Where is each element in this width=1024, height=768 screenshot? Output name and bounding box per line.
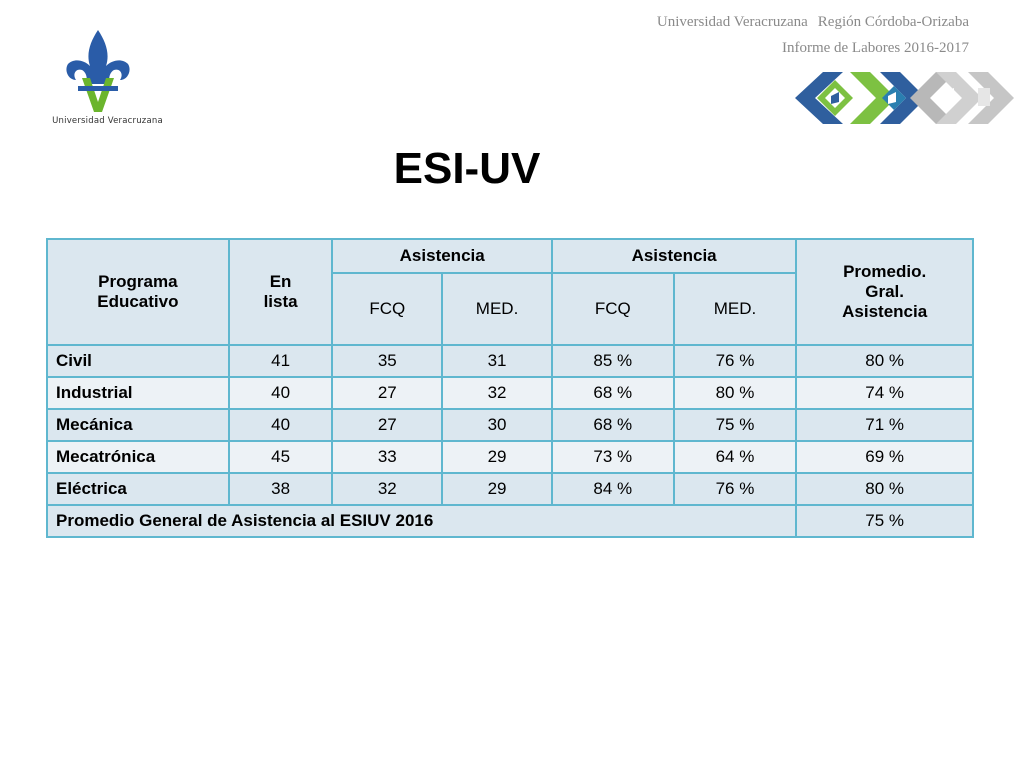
cell-pct-med: 80 % <box>674 377 797 409</box>
table-row <box>47 473 973 505</box>
header-promedio: Promedio. Gral. Asistencia <box>796 239 973 345</box>
cell-promedio: 80 % <box>796 345 973 377</box>
logo-text: Universidad Veracruzana <box>52 116 163 126</box>
cell-pct-med: 76 % <box>674 473 797 505</box>
cell-programa: Eléctrica <box>47 473 229 505</box>
cell-programa: Civil <box>47 345 229 377</box>
header-institution <box>657 14 969 31</box>
header-en-lista: En lista <box>229 239 333 345</box>
cell-pct-fcq: 73 % <box>552 441 674 473</box>
attendance-table <box>46 238 974 538</box>
subheader-med: MED. <box>674 273 797 345</box>
cell-promedio: 80 % <box>796 473 973 505</box>
cell-pct-fcq: 84 % <box>552 473 674 505</box>
header-programa: Programa Educativo <box>47 239 229 345</box>
table-row <box>47 441 973 473</box>
header-university: Universidad Veracruzana <box>656 14 808 30</box>
fleur-de-lis-logo-icon <box>64 28 132 118</box>
cell-programa: Mecatrónica <box>47 441 229 473</box>
cell-en-lista: 40 <box>229 377 333 409</box>
page-title: ESI-UV <box>393 144 541 193</box>
cell-asis-fcq: 33 <box>332 441 442 473</box>
cell-asis-fcq: 32 <box>332 473 442 505</box>
cell-asis-fcq: 35 <box>332 345 442 377</box>
cell-asis-fcq: 27 <box>332 377 442 409</box>
cell-en-lista: 41 <box>229 345 333 377</box>
cell-asis-med: 29 <box>442 441 552 473</box>
cell-promedio: 69 % <box>796 441 973 473</box>
cell-asis-fcq: 27 <box>332 409 442 441</box>
cell-asis-med: 30 <box>442 409 552 441</box>
cell-pct-med: 64 % <box>674 441 797 473</box>
cell-pct-fcq: 85 % <box>552 345 674 377</box>
table-total-row <box>47 505 973 537</box>
cell-pct-med: 75 % <box>674 409 797 441</box>
header-region: Región Córdoba-Orizaba <box>817 14 969 30</box>
total-value: 75 % <box>796 505 973 537</box>
table-row <box>47 345 973 377</box>
header-asistencia-pct: Asistencia <box>552 239 796 273</box>
header-asistencia-count: Asistencia <box>332 239 551 273</box>
university-logo <box>40 28 175 133</box>
subheader-fcq: FCQ <box>332 273 442 345</box>
table-row <box>47 377 973 409</box>
cell-programa: Industrial <box>47 377 229 409</box>
cell-promedio: 71 % <box>796 409 973 441</box>
table-row <box>47 409 973 441</box>
header-report: Informe de Labores 2016-2017 <box>781 40 969 56</box>
table-header-row <box>47 239 973 273</box>
cell-pct-fcq: 68 % <box>552 409 674 441</box>
cell-pct-fcq: 68 % <box>552 377 674 409</box>
subheader-med: MED. <box>442 273 552 345</box>
decorative-pattern-icon <box>795 66 1024 130</box>
cell-en-lista: 45 <box>229 441 333 473</box>
cell-asis-med: 29 <box>442 473 552 505</box>
cell-en-lista: 40 <box>229 409 333 441</box>
total-label: Promedio General de Asistencia al ESIUV 2016 <box>47 505 796 537</box>
cell-asis-med: 31 <box>442 345 552 377</box>
cell-programa: Mecánica <box>47 409 229 441</box>
subheader-fcq: FCQ <box>552 273 674 345</box>
cell-promedio: 74 % <box>796 377 973 409</box>
cell-pct-med: 76 % <box>674 345 797 377</box>
cell-en-lista: 38 <box>229 473 333 505</box>
cell-asis-med: 32 <box>442 377 552 409</box>
